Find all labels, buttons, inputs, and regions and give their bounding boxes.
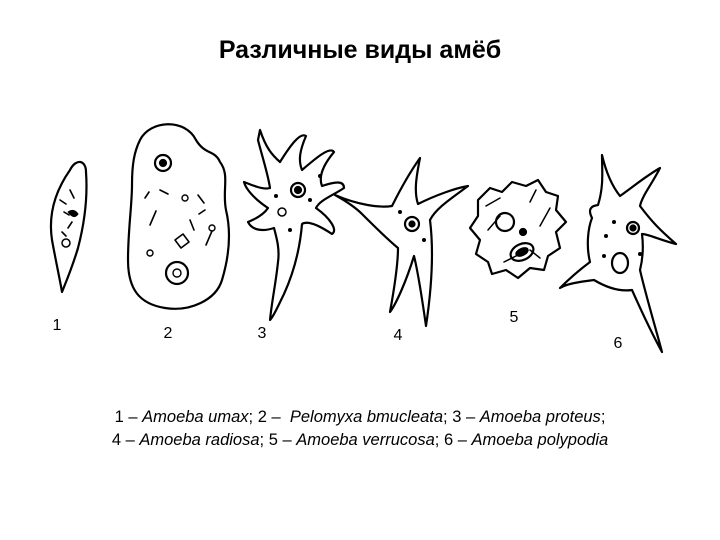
caption-name-4: Amoeba radiosa: [139, 431, 260, 449]
amoeba-3-drawing: [244, 130, 344, 320]
label-1: 1: [52, 317, 62, 334]
amoeba-4-drawing: [335, 158, 468, 326]
caption-name-5: Amoeba verrucosa: [296, 431, 435, 449]
amoeba-2-drawing: [128, 124, 229, 309]
amoeba-6-drawing: [560, 155, 676, 352]
caption-num-2: 2: [257, 408, 267, 426]
caption-num-4: 4: [111, 431, 122, 449]
caption-num-3: 3: [452, 408, 462, 426]
figure-title: Различные виды амёб: [218, 36, 502, 64]
caption-line-1: 1 – Amoeba umax; 2 – Pelomyxa bmucleata; 3 – Amoeba proteus;: [114, 408, 606, 426]
caption-name-2: Pelomyxa bmucleata: [289, 408, 444, 426]
caption-name-3: Amoeba proteus: [479, 408, 601, 426]
label-4: 4: [393, 327, 403, 344]
caption-num-5: 5: [268, 431, 278, 449]
label-5: 5: [509, 309, 519, 326]
figure-caption: [0, 406, 720, 452]
caption-num-1: 1: [114, 408, 124, 426]
label-3: 3: [257, 325, 267, 342]
amoeba-1-drawing: [51, 162, 87, 292]
label-2: 2: [163, 325, 173, 342]
caption-line-2: 4 – Amoeba radiosa; 5 – Amoeba verrucosa; 6 – Amoeba polypodia: [111, 431, 609, 449]
caption-name-6: Amoeba polypodia: [471, 431, 609, 449]
label-6: 6: [613, 335, 623, 352]
caption-name-1: Amoeba umax: [142, 408, 249, 426]
amoeba-5-drawing: [470, 180, 566, 278]
caption-num-6: 6: [443, 431, 454, 449]
